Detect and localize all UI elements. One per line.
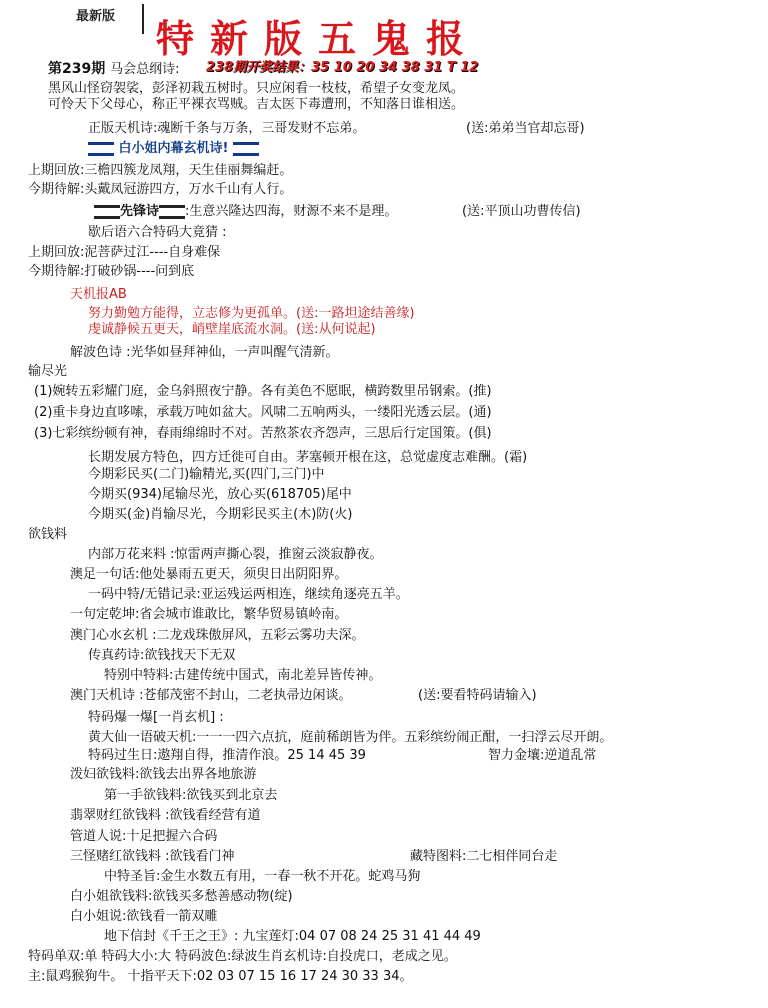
macau-tianji-poem: 澳门天机诗 :苍郁茂密不封山，二老执帚边闲谈。 bbox=[70, 688, 352, 703]
three-monsters-material: 三怪赌红欲钱料 :欲钱看门神 bbox=[70, 849, 235, 864]
special-code-burst: 特码爆一爆[一肖玄机] : bbox=[88, 710, 224, 725]
tianji-report-title: 天机报AB bbox=[70, 287, 127, 302]
double-bar-icon bbox=[88, 142, 114, 156]
riddle-line-2: (2)重卡身边直哆嗦，承载万吨如盆大。风啸二五响两头，一缕阳光透云层。(通) bbox=[34, 405, 492, 420]
issue-poem-label: 马会总纲诗: bbox=[110, 62, 180, 77]
first-hand-material: 第一手欲钱料:欲钱买到北京去 bbox=[104, 788, 278, 803]
one-code-record: 一码中特/无错记录:亚运残运两相连，继续角逐亮五羊。 bbox=[88, 587, 409, 602]
code-attributes: 特码单双:单 特码大小:大 特码波色:绿波生肖玄机诗:自投虎口，老成之见。 bbox=[28, 949, 457, 964]
pioneer-poem bbox=[94, 204, 397, 220]
poem-line-1: 黑风山怪窃袈裟，彭泽初栽五树时。只应闲看一枝枝，希望子女变龙凤。 bbox=[48, 81, 465, 96]
xiaojie-title: 白小姐内幕玄机诗! bbox=[118, 141, 229, 156]
to-solve-2: 今期待解:打破砂锅----问到底 bbox=[28, 264, 195, 279]
pioneer-text: :生意兴隆达四海，财源不来不是理。 bbox=[185, 204, 398, 219]
poem-line-2: 可怜天下父母心，称正平裸衣骂贼。吉太医下毒遭刑，不知落日谁相送。 bbox=[48, 97, 465, 112]
edition-label: 最新版 bbox=[76, 9, 116, 24]
double-bar-icon bbox=[233, 142, 259, 156]
xiaojie-material: 白小姐欲钱料:欲钱买多愁善感动物(绽) bbox=[70, 889, 293, 904]
tianji-poem-hint: (送:弟弟当官却忘哥) bbox=[466, 121, 585, 136]
inner-flower-material: 内部万花来料 :惊雷两声撕心裂，推窗云淡寂静夜。 bbox=[88, 547, 383, 562]
tianji-line-1: 努力勤勉方能得，立志修为更孤单。(送:一路坦途结善缘) bbox=[88, 306, 415, 321]
issue-label: 第239期 bbox=[48, 61, 106, 77]
header bbox=[0, 0, 768, 61]
header-divider bbox=[142, 4, 144, 34]
section-lose-all: 输尽光 bbox=[28, 364, 68, 379]
special-code-material: 特别中特料:古建传统中国式，南北差异皆传神。 bbox=[104, 668, 382, 683]
tianji-poem: 正版天机诗:魂断千条与万条，三哥发财不忘弟。 bbox=[88, 121, 366, 136]
macau-tianji-hint: (送:要看特码请输入) bbox=[418, 688, 537, 703]
underground-envelope: 地下信封《千王之王》: 九宝莲灯:04 07 08 24 25 31 41 44 49 bbox=[104, 929, 481, 944]
xiaojie-says: 白小姐说:欲钱看一箭双雕 bbox=[70, 909, 218, 924]
wong-tai-sin: 黄大仙一语破天机:一一一四六点抗，庭前稀朗皆为伴。五彩缤纷闹正酣，一扫浮云尽开朗。 bbox=[88, 730, 613, 745]
last-review-2: 上期回放:泥菩萨过江----自身难保 bbox=[28, 245, 221, 260]
pioneer-hint: (送:平顶山功曹传信) bbox=[462, 204, 581, 219]
special-decree: 中特圣旨:金生水数五有用，一春一秋不开花。蛇鸡马狗 bbox=[104, 869, 421, 884]
issue-number bbox=[48, 61, 180, 78]
riddle-line-1: (1)婉转五彩耀门庭，金乌斜照夜宁静。各有美色不愿眠，横跨数里吊钢索。(推) bbox=[34, 384, 492, 399]
draw-result: 238期开奖结果：35 10 20 34 38 31 T 12 bbox=[206, 60, 479, 75]
macau-one-sentence: 澳足一句话:他处暴雨五更天，须臾日出阴阳界。 bbox=[70, 567, 348, 582]
jade-material: 翡翠财红欲钱料 :欲钱看经营有道 bbox=[70, 808, 261, 823]
macau-heart-water: 澳门心水玄机 :二龙戏珠傲屏风，五彩云雾功夫深。 bbox=[70, 628, 365, 643]
buy-doors: 今期彩民买(二门)输精光,买(四门,三门)中 bbox=[88, 467, 325, 482]
shrew-material: 泼妇欲钱料:欲钱去出界各地旅游 bbox=[70, 767, 257, 782]
double-bar-icon bbox=[94, 205, 120, 219]
to-solve-1: 今期待解:头戴凤冠游四方，万水千山有人行。 bbox=[28, 182, 293, 197]
hidden-picture-material: 藏特图料:二七相伴同台走 bbox=[410, 849, 558, 864]
riddle-line-3: (3)七彩缤纷顿有神，春雨绵绵时不对。苦熬茶农齐怨声，三思后行定国策。(俱) bbox=[34, 426, 492, 441]
buy-tails: 今期买(934)尾输尽光，放心买(618705)尾中 bbox=[88, 487, 352, 502]
section-want-money: 欲钱料 bbox=[28, 527, 68, 542]
page-title: 特新版五鬼报 bbox=[156, 16, 481, 61]
wave-color-poem: 解波色诗 :光华如昼拜神仙，一声叫醒气清新。 bbox=[70, 345, 339, 360]
riddle-title: 歇后语六合特码大竟猜 : bbox=[88, 225, 227, 240]
pioneer-label: 先锋诗 bbox=[120, 204, 160, 219]
double-bar-icon bbox=[159, 205, 185, 219]
code-birthday: 特码过生日:遨翔自得，推清作浪。25 14 45 39 bbox=[88, 748, 366, 763]
pipeline-saying: 管道人说:十足把握六合码 bbox=[70, 829, 218, 844]
riddle-line-4: 长期发展方特色，四方迁徙可自由。茅塞顿开根在这，总觉虚度志难酬。(霜) bbox=[88, 450, 528, 465]
main-zodiacs: 主:鼠鸡猴狗牛。 十指平天下:02 03 07 15 16 17 24 30 33 34。 bbox=[28, 969, 413, 984]
wisdom-gold: 智力金壤:逆道乱常 bbox=[488, 748, 597, 763]
one-sentence-fate: 一句定乾坤:省会城市谁敢比，繁华贸易镇岭南。 bbox=[70, 607, 348, 622]
tianji-line-2: 虔诚静候五更天，峭壁崖底流水洞。(送:从何说起) bbox=[88, 322, 376, 337]
last-review-1: 上期回放:三檐四簇龙凤翔，天生佳丽舞编赶。 bbox=[28, 163, 293, 178]
xiaojie-header bbox=[88, 141, 259, 157]
fax-medicine-poem: 传真药诗:欲钱找天下无双 bbox=[88, 648, 236, 663]
buy-elements: 今期买(金)肖输尽光，今期彩民买主(木)防(火) bbox=[88, 507, 353, 522]
